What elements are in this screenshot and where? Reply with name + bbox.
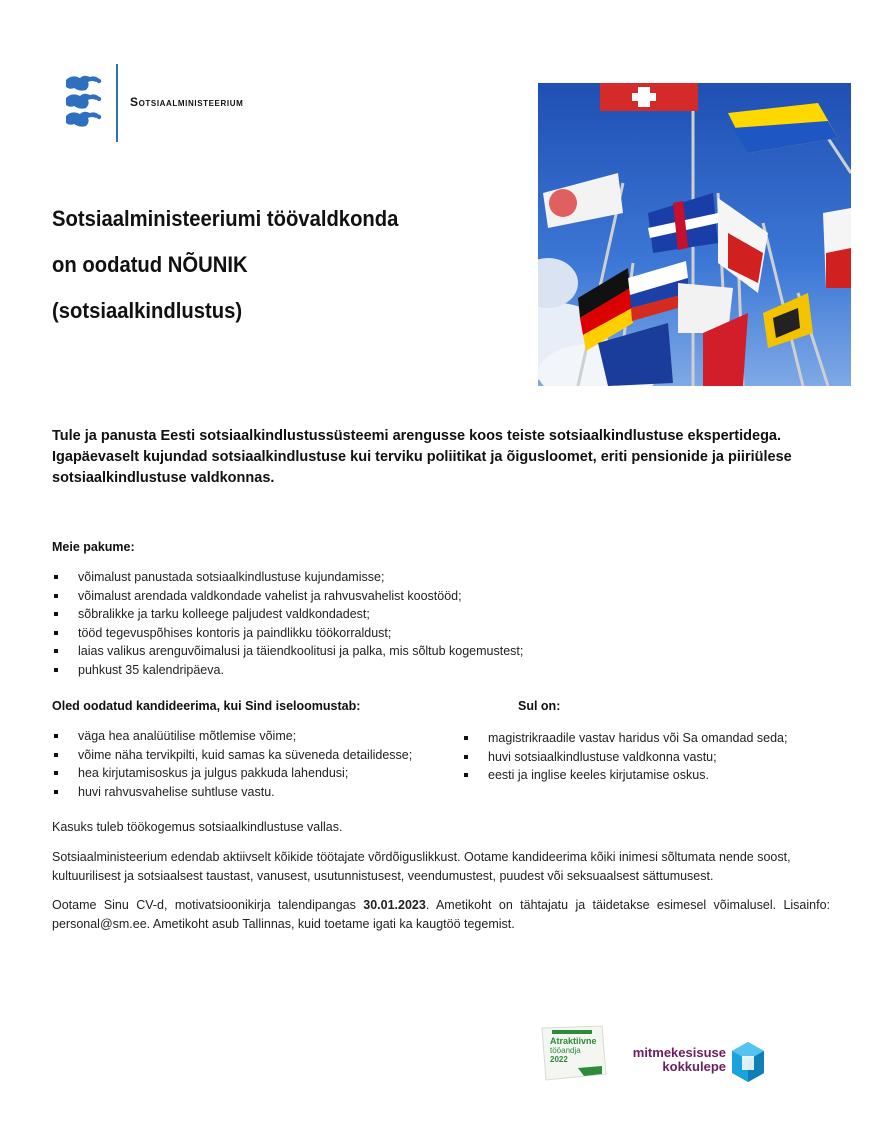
equality-statement: Sotsiaalministeerium edendab aktiivselt kõikide töötajate võrdõiguslikkust. Ootame kandideerima kõiki inimesi sõltumata nende soost, kultuurilisest ja sotsiaalsest taustast, vanusest, usutunnistusest, veendumustest, puudest või seksuaalsest sättumusest. [52,850,791,883]
badge-line-2: tööandja [550,1046,581,1055]
application-text-after: . Ametikoht on tähtajatu ja täidetakse esimesel võimalusel. Lisainfo: personal@sm.ee. Ametikoht asub Tallinnas, kuid toetame igati ka kaugtöö tegemist. [52,898,830,931]
application-deadline: 30.01.2023 [363,898,426,912]
list-item: hea kirjutamisoskus ja julgus pakkuda lahendusi; [52,764,412,783]
title-line-3: (sotsiaalkindlustus) [52,298,243,323]
page-title [52,196,448,334]
intro-paragraph: Tule ja panusta Eesti sotsiaalkindlustussüsteemi arengusse koos teiste sotsiaalkindlustuse ekspertidega. Igapäevaselt kujundad sotsiaalkindlustuse kui terviku poliitikat ja õigusloomet, eriti pensionide ja piiriülese sotsiaalkindlustuse valdkonnas. [52,428,792,486]
diversity-line-2: kokkulepe [662,1059,726,1074]
list-item: puhkust 35 kalendripäeva. [52,661,523,680]
list-item: huvi sotsiaalkindlustuse valdkonna vastu; [462,748,787,767]
flags-photo [538,83,851,386]
list-item: laias valikus arenguvõimalusi ja täiendkoolitusi ja palka, mis sõltub kogemustest; [52,642,523,661]
organization-name: Sotsiaalministeerium [130,95,244,109]
application-info [52,896,830,934]
candidate-heading: Oled oodatud kandideerima, kui Sind iseloomustab: [52,699,361,713]
diversity-line-1: mitmekesisuse [632,1045,726,1060]
list-item: eesti ja inglise keeles kirjutamise oskus. [462,766,787,785]
list-item: huvi rahvusvahelise suhtluse vastu. [52,783,412,802]
diversity-agreement-text [626,1046,726,1074]
youhave-heading: Sul on: [518,699,561,713]
candidate-list [52,727,412,801]
list-item: magistrikraadile vastav haridus või Sa omandad seda; [462,729,787,748]
offer-list [52,568,523,679]
title-line-1: Sotsiaalministeeriumi töövaldkonda [52,206,399,231]
list-item: võimalust panustada sotsiaalkindlustuse kujundamisse; [52,568,523,587]
attractive-employer-badge [538,1024,608,1082]
logo-divider [116,64,118,142]
list-item: tööd tegevuspõhises kontoris ja paindlikku töökorraldust; [52,624,523,643]
coat-of-arms-icon [64,74,104,132]
title-line-2: on oodatud NÕUNIK [52,252,248,277]
offer-heading: Meie pakume: [52,540,135,554]
application-text-before: Ootame Sinu CV-d, motivatsioonikirja talendipangas [52,898,364,912]
experience-note: Kasuks tuleb töökogemus sotsiaalkindlustuse vallas. [52,820,343,834]
badge-line-1: Atraktiivne [550,1036,597,1046]
list-item: võime näha tervikpilti, kuid samas ka süveneda detailidesse; [52,746,412,765]
youhave-list [462,729,787,785]
badge-year: 2022 [550,1055,568,1064]
list-item: võimalust arendada valdkondade vahelist ja rahvusvahelist koostööd; [52,587,523,606]
list-item: väga hea analüütilise mõtlemise võime; [52,727,412,746]
diversity-cube-icon [730,1040,766,1084]
list-item: sõbralikke ja tarku kolleege paljudest valdkondadest; [52,605,523,624]
